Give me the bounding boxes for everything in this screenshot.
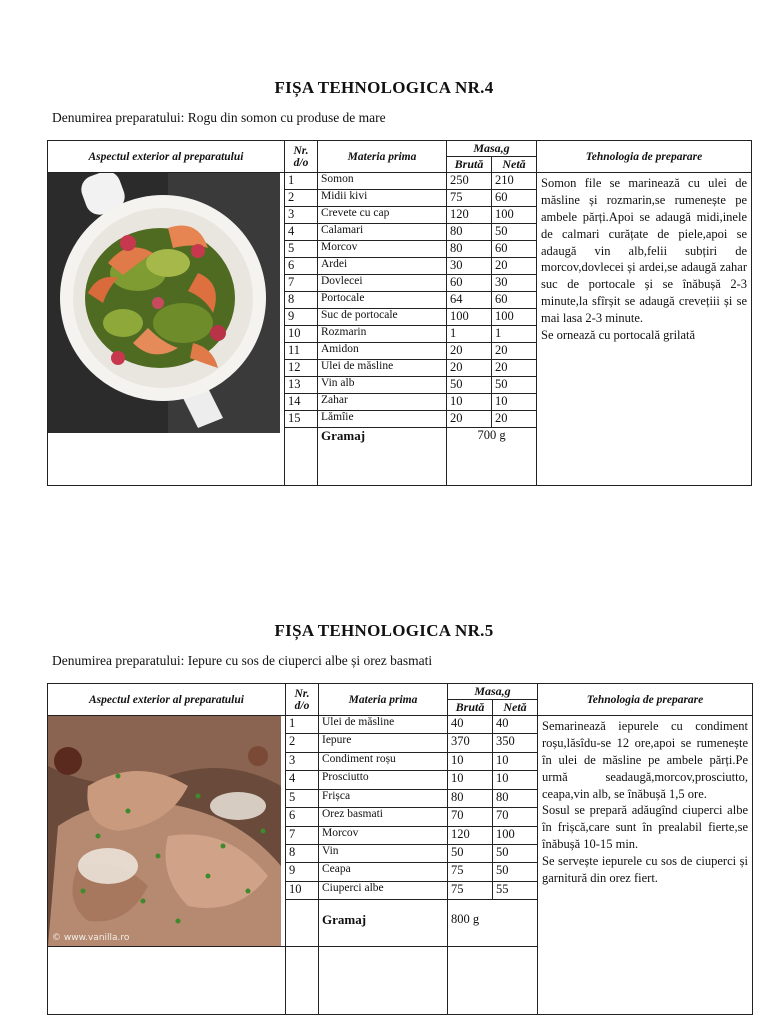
ingredient-nr: 10 xyxy=(285,326,318,343)
empty-cell xyxy=(448,947,538,1015)
technology-text xyxy=(537,173,752,486)
ingredient-name: Ardei xyxy=(318,258,447,275)
empty-cell xyxy=(285,428,318,486)
ingredient-bruta: 10 xyxy=(448,771,493,789)
header-nr: Nr. d/o xyxy=(285,141,318,173)
ingredient-name: Crevete cu cap xyxy=(318,207,447,224)
ingredient-neta: 60 xyxy=(492,292,537,309)
ingredient-name: Frișca xyxy=(319,789,448,807)
ingredient-nr: 12 xyxy=(285,360,318,377)
technology-paragraph: Semarinează iepurele cu condiment roșu,lăsîdu-se 12 ore,apoi se rumenește în ulei de măsline pe ambele părți.Pe urmă seadaugă,morcov,prosciutto, ceapa,vin alb, se înăbușă 1,5 ore. xyxy=(542,719,748,801)
ingredient-bruta: 40 xyxy=(448,716,493,734)
gramaj-value: 800 g xyxy=(448,900,538,947)
ingredient-bruta: 75 xyxy=(448,863,493,881)
ingredient-name: Vin xyxy=(319,844,448,862)
dish-photo-cell xyxy=(48,173,285,486)
ingredient-name: Ulei de măsline xyxy=(318,360,447,377)
photo-watermark: © www.vanilla.ro xyxy=(52,933,130,943)
ingredient-nr: 4 xyxy=(286,771,319,789)
ingredient-nr: 8 xyxy=(285,292,318,309)
ingredient-neta: 20 xyxy=(492,360,537,377)
rabbit-dish-photo xyxy=(48,716,281,946)
ingredient-name: Orez basmati xyxy=(319,808,448,826)
ingredient-name: Calamari xyxy=(318,224,447,241)
ingredient-nr: 7 xyxy=(286,826,319,844)
ingredient-nr: 1 xyxy=(285,173,318,190)
ingredient-bruta: 50 xyxy=(448,844,493,862)
ingredient-neta: 40 xyxy=(493,716,538,734)
ingredient-nr: 11 xyxy=(285,343,318,360)
ingredient-neta: 50 xyxy=(493,863,538,881)
gramaj-label: Gramaj xyxy=(319,900,448,947)
header-materia: Materia prima xyxy=(318,141,447,173)
dish-photo-cell xyxy=(48,716,286,947)
ingredient-neta: 1 xyxy=(492,326,537,343)
header-tehnologia: Tehnologia de preparare xyxy=(537,141,752,173)
salmon-seafood-photo xyxy=(48,173,280,433)
ingredient-bruta: 10 xyxy=(448,752,493,770)
ingredient-nr: 7 xyxy=(285,275,318,292)
gramaj-label: Gramaj xyxy=(318,428,447,486)
ingredient-name: Prosciutto xyxy=(319,771,448,789)
ingredient-bruta: 100 xyxy=(447,309,492,326)
ingredient-neta: 100 xyxy=(492,309,537,326)
ingredient-nr: 9 xyxy=(286,863,319,881)
ingredient-bruta: 20 xyxy=(447,360,492,377)
ingredient-neta: 60 xyxy=(492,190,537,207)
tech-sheet-table xyxy=(47,140,752,486)
ingredient-nr: 6 xyxy=(286,808,319,826)
header-bruta: Brută xyxy=(447,157,492,173)
ingredient-bruta: 75 xyxy=(447,190,492,207)
technology-paragraph: Se ornează cu portocală grilată xyxy=(541,327,696,342)
ingredient-name: Amidon xyxy=(318,343,447,360)
ingredient-name: Midii kivi xyxy=(318,190,447,207)
technology-paragraph: Somon file se marinează cu ulei de măsline și rozmarin,se rumenește pe ambele părți.Apoi se adaugă midi,inele de calmari curățate de piele,apoi se adaugă vin alb,felii subțiri de morcov,dovlecei și ardei,se adaugă zahar suc de portocale și se înăbușă 2-3 minute,la sfîrșit se adaugă crevețiii și se mai lasa 2-3 minute. xyxy=(541,176,747,325)
ingredient-name: Morcov xyxy=(319,826,448,844)
header-neta: Netă xyxy=(492,157,537,173)
ingredient-nr: 10 xyxy=(286,881,319,899)
technology-paragraph: Se servește iepurele cu sos de ciuperci și garnitură din orez fiert. xyxy=(542,854,748,885)
ingredient-neta: 210 xyxy=(492,173,537,190)
ingredient-neta: 20 xyxy=(492,343,537,360)
ingredient-name: Dovlecei xyxy=(318,275,447,292)
ingredient-bruta: 120 xyxy=(448,826,493,844)
technology-text xyxy=(538,716,753,1015)
ingredient-name: Zahar xyxy=(318,394,447,411)
ingredient-name: Rozmarin xyxy=(318,326,447,343)
ingredient-bruta: 370 xyxy=(448,734,493,752)
ingredient-neta: 60 xyxy=(492,241,537,258)
ingredient-name: Condiment roșu xyxy=(319,752,448,770)
ingredient-nr: 15 xyxy=(285,411,318,428)
ingredient-neta: 50 xyxy=(492,224,537,241)
ingredient-bruta: 80 xyxy=(447,224,492,241)
ingredient-neta: 10 xyxy=(492,394,537,411)
header-tehnologia: Tehnologia de preparare xyxy=(538,684,753,716)
ingredient-name: Ceapa xyxy=(319,863,448,881)
ingredient-name: Portocale xyxy=(318,292,447,309)
ingredient-nr: 3 xyxy=(286,752,319,770)
ingredient-bruta: 80 xyxy=(447,241,492,258)
dish-name: Denumirea preparatului: Rogu din somon cu produse de mare xyxy=(52,110,386,125)
ingredient-name: Iepure xyxy=(319,734,448,752)
sheet-title: FIȘA TEHNOLOGICA NR.4 xyxy=(274,78,494,97)
header-materia: Materia prima xyxy=(319,684,448,716)
ingredient-bruta: 75 xyxy=(448,881,493,899)
ingredient-neta: 80 xyxy=(493,789,538,807)
ingredient-nr: 2 xyxy=(285,190,318,207)
ingredient-bruta: 50 xyxy=(447,377,492,394)
ingredient-bruta: 60 xyxy=(447,275,492,292)
ingredient-neta: 70 xyxy=(493,808,538,826)
ingredient-neta: 55 xyxy=(493,881,538,899)
ingredient-nr: 14 xyxy=(285,394,318,411)
ingredient-bruta: 10 xyxy=(447,394,492,411)
tech-sheet-table xyxy=(47,683,753,1015)
empty-cell xyxy=(286,900,319,947)
technology-paragraph: Sosul se prepară adăugînd ciuperci albe în frișcă,care sunt în prealabil fierte,se înăbușă 10-15 min. xyxy=(542,803,748,852)
header-neta: Netă xyxy=(493,700,538,716)
ingredient-neta: 20 xyxy=(492,258,537,275)
header-bruta: Brută xyxy=(448,700,493,716)
ingredient-bruta: 64 xyxy=(447,292,492,309)
ingredient-bruta: 250 xyxy=(447,173,492,190)
header-aspect: Aspectul exterior al preparatului xyxy=(48,684,286,716)
ingredient-name: Vin alb xyxy=(318,377,447,394)
ingredient-neta: 350 xyxy=(493,734,538,752)
header-masa: Masa,g xyxy=(447,141,537,157)
ingredient-bruta: 80 xyxy=(448,789,493,807)
ingredient-name: Somon xyxy=(318,173,447,190)
ingredient-name: Lămîie xyxy=(318,411,447,428)
ingredient-nr: 3 xyxy=(285,207,318,224)
ingredient-nr: 2 xyxy=(286,734,319,752)
ingredient-bruta: 70 xyxy=(448,808,493,826)
ingredient-bruta: 20 xyxy=(447,343,492,360)
ingredient-neta: 50 xyxy=(492,377,537,394)
sheet-title: FIȘA TEHNOLOGICA NR.5 xyxy=(274,621,494,640)
ingredient-nr: 6 xyxy=(285,258,318,275)
ingredient-bruta: 1 xyxy=(447,326,492,343)
ingredient-nr: 1 xyxy=(286,716,319,734)
ingredient-nr: 5 xyxy=(286,789,319,807)
ingredient-neta: 50 xyxy=(493,844,538,862)
ingredient-name: Ulei de măsline xyxy=(319,716,448,734)
ingredient-neta: 20 xyxy=(492,411,537,428)
header-nr: Nr. d/o xyxy=(286,684,319,716)
header-masa: Masa,g xyxy=(448,684,538,700)
ingredient-nr: 9 xyxy=(285,309,318,326)
ingredient-bruta: 30 xyxy=(447,258,492,275)
ingredient-nr: 5 xyxy=(285,241,318,258)
ingredient-bruta: 20 xyxy=(447,411,492,428)
ingredient-nr: 8 xyxy=(286,844,319,862)
ingredient-neta: 10 xyxy=(493,752,538,770)
ingredient-nr: 4 xyxy=(285,224,318,241)
empty-cell xyxy=(319,947,448,1015)
header-aspect: Aspectul exterior al preparatului xyxy=(48,141,285,173)
ingredient-neta: 30 xyxy=(492,275,537,292)
empty-cell xyxy=(48,947,286,1015)
ingredient-bruta: 120 xyxy=(447,207,492,224)
ingredient-name: Morcov xyxy=(318,241,447,258)
ingredient-neta: 100 xyxy=(492,207,537,224)
ingredient-neta: 10 xyxy=(493,771,538,789)
empty-cell xyxy=(286,947,319,1015)
dish-name: Denumirea preparatului: Iepure cu sos de ciuperci albe și orez basmati xyxy=(52,653,433,668)
ingredient-nr: 13 xyxy=(285,377,318,394)
gramaj-value: 700 g xyxy=(447,428,537,486)
ingredient-name: Suc de portocale xyxy=(318,309,447,326)
ingredient-name: Ciuperci albe xyxy=(319,881,448,899)
ingredient-neta: 100 xyxy=(493,826,538,844)
